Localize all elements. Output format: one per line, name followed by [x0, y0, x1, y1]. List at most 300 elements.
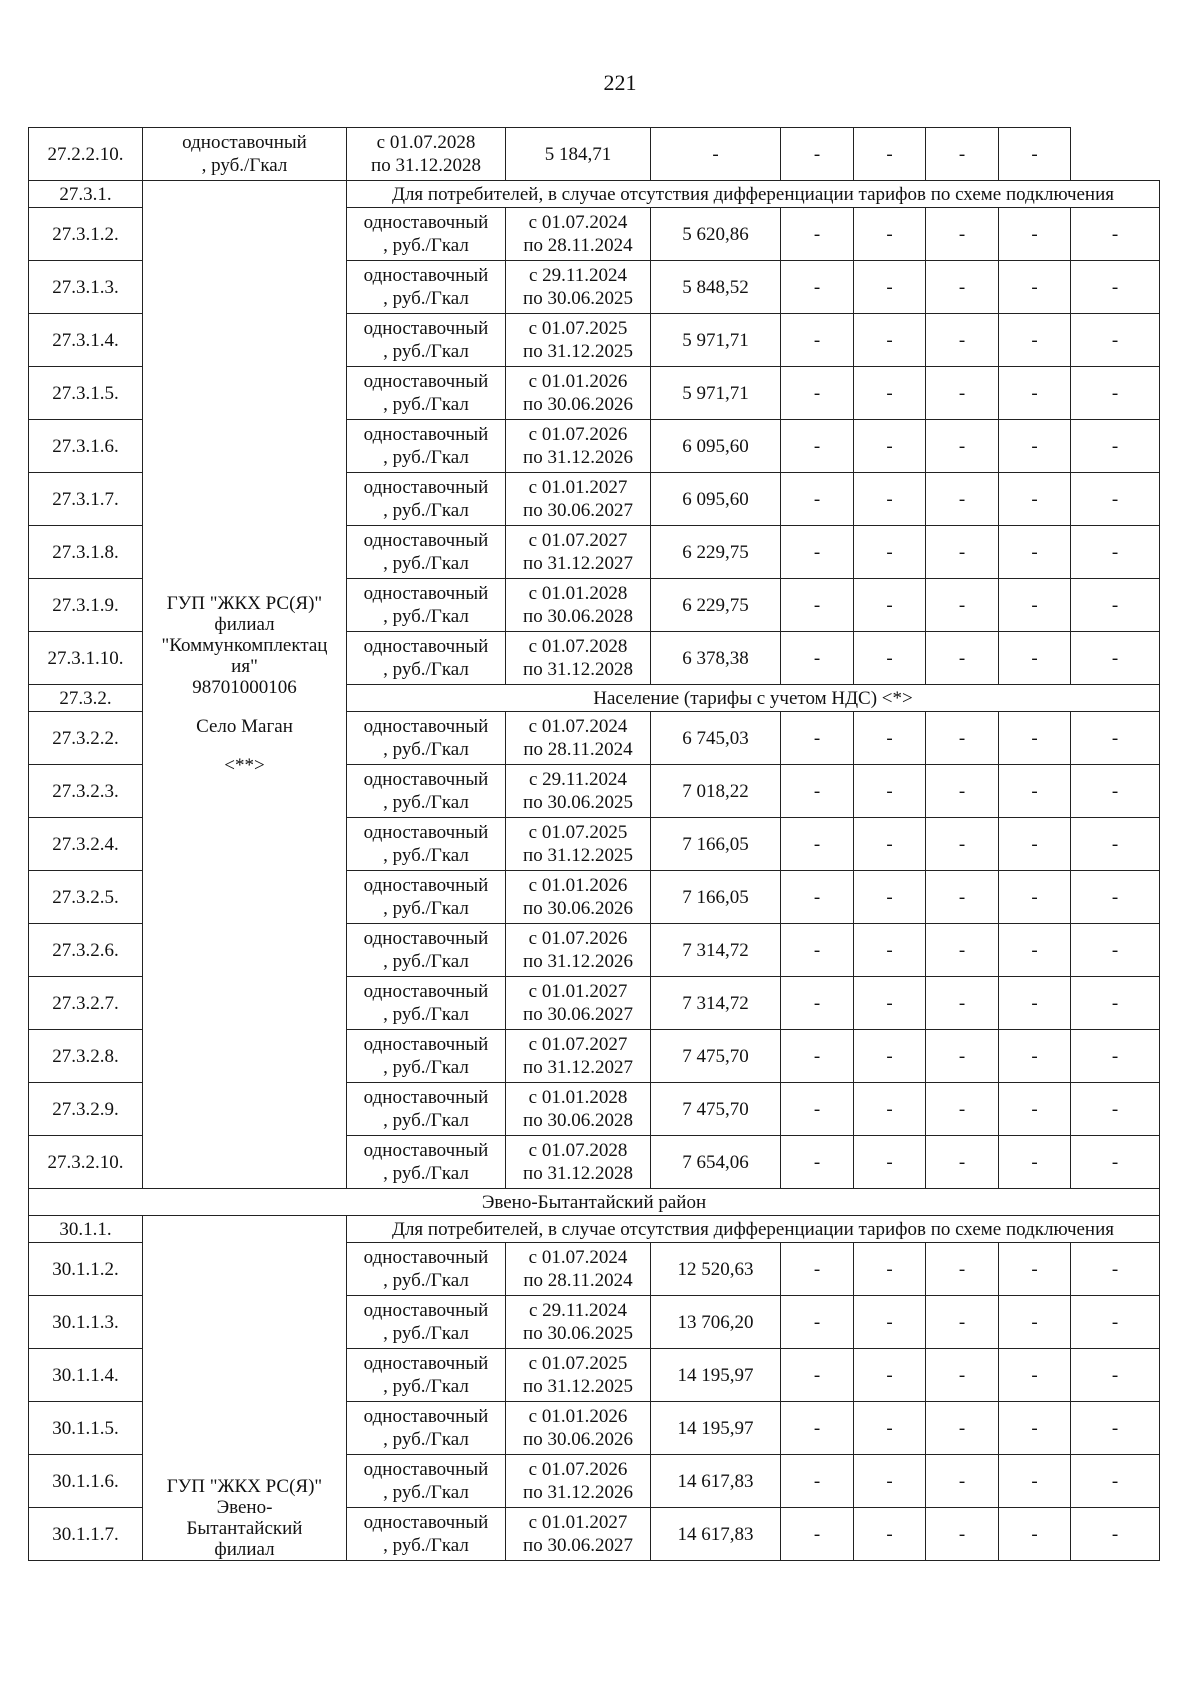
- row-code: 27.3.1.9.: [29, 579, 143, 632]
- row-code: 27.3.1.5.: [29, 367, 143, 420]
- tariff-period: [506, 526, 651, 579]
- empty-value-cell: -: [999, 871, 1071, 924]
- tariff-period-line: по 31.12.2027: [523, 553, 633, 574]
- empty-value-cell: -: [999, 420, 1071, 473]
- tariff-value: 6 095,60: [651, 473, 781, 526]
- tariff-value: 5 971,71: [651, 367, 781, 420]
- tariff-kind-line: , руб./Гкал: [383, 341, 469, 362]
- tariff-kind-line: , руб./Гкал: [383, 1110, 469, 1131]
- empty-value-cell: -: [1071, 1508, 1160, 1561]
- organization-line: филиал: [214, 1539, 275, 1560]
- tariff-period-line: по 31.12.2028: [523, 659, 633, 680]
- tariff-value: 7 166,05: [651, 871, 781, 924]
- tariff-kind: [347, 1296, 506, 1349]
- organization-cell: [143, 181, 347, 1189]
- empty-value-cell: -: [926, 128, 999, 181]
- tariff-value: 7 654,06: [651, 1136, 781, 1189]
- tariff-value: 12 520,63: [651, 1243, 781, 1296]
- tariff-kind: [347, 579, 506, 632]
- tariff-kind-line: , руб./Гкал: [383, 500, 469, 521]
- empty-value-cell: -: [1071, 526, 1160, 579]
- tariff-period-line: по 30.06.2027: [523, 1535, 633, 1556]
- empty-value-cell: -: [999, 1455, 1071, 1508]
- empty-value-cell: -: [854, 1402, 926, 1455]
- empty-value-cell: -: [1071, 632, 1160, 685]
- tariff-table: [28, 127, 1160, 1561]
- tariff-kind: [347, 1083, 506, 1136]
- tariff-period: [506, 1349, 651, 1402]
- tariff-period-line: по 31.12.2028: [371, 155, 481, 176]
- tariff-value: 13 706,20: [651, 1296, 781, 1349]
- tariff-period: [506, 765, 651, 818]
- empty-value-cell: -: [781, 367, 854, 420]
- empty-value-cell: -: [1071, 765, 1160, 818]
- organization-line: Бытантайский: [186, 1518, 303, 1539]
- tariff-period: [506, 818, 651, 871]
- tariff-kind-line: , руб./Гкал: [383, 1323, 469, 1344]
- organization-line: <**>: [224, 755, 265, 776]
- row-code: 27.3.1.10.: [29, 632, 143, 685]
- tariff-kind-line: , руб./Гкал: [383, 394, 469, 415]
- empty-value-cell: -: [999, 765, 1071, 818]
- empty-value-cell: -: [999, 526, 1071, 579]
- subgroup-row: [29, 1216, 1160, 1243]
- tariff-period: [506, 1030, 651, 1083]
- tariff-kind-line: , руб./Гкал: [383, 739, 469, 760]
- tariff-period: [506, 473, 651, 526]
- empty-value-cell: -: [999, 632, 1071, 685]
- tariff-kind-line: одноставочный: [363, 1406, 489, 1427]
- row-code: 27.3.2.2.: [29, 712, 143, 765]
- tariff-period-line: с 01.07.2027: [528, 530, 628, 551]
- tariff-kind-line: одноставочный: [363, 1300, 489, 1321]
- organization-line: ия": [231, 656, 258, 677]
- organization-line: филиал: [214, 614, 275, 635]
- tariff-period-line: по 30.06.2025: [523, 792, 633, 813]
- tariff-kind-line: одноставочный: [363, 1087, 489, 1108]
- tariff-period-line: по 31.12.2026: [523, 447, 633, 468]
- tariff-kind: [347, 871, 506, 924]
- empty-value-cell: -: [999, 1296, 1071, 1349]
- tariff-value: 5 848,52: [651, 261, 781, 314]
- tariff-kind: [347, 924, 506, 977]
- row-code: 27.3.2.6.: [29, 924, 143, 977]
- tariff-period: [506, 1402, 651, 1455]
- empty-value-cell: -: [999, 1402, 1071, 1455]
- empty-value-cell: -: [926, 1243, 999, 1296]
- tariff-kind-line: одноставочный: [363, 1247, 489, 1268]
- tariff-kind: [143, 128, 347, 181]
- empty-value-cell: -: [926, 473, 999, 526]
- tariff-period-line: с 01.01.2027: [528, 477, 628, 498]
- organization-line: ГУП "ЖКХ РС(Я)": [166, 593, 323, 614]
- empty-value-cell: -: [1071, 1243, 1160, 1296]
- tariff-kind-line: одноставочный: [363, 424, 489, 445]
- row-code: 30.1.1.2.: [29, 1243, 143, 1296]
- tariff-period-line: по 31.12.2025: [523, 341, 633, 362]
- tariff-period: [506, 977, 651, 1030]
- organization-line: Село Маган: [196, 716, 293, 737]
- row-code: 27.3.2.8.: [29, 1030, 143, 1083]
- empty-value-cell: -: [854, 1296, 926, 1349]
- empty-value-cell: -: [1071, 924, 1160, 977]
- empty-value-cell: -: [781, 314, 854, 367]
- row-code: 27.3.2.7.: [29, 977, 143, 1030]
- empty-value-cell: -: [926, 765, 999, 818]
- tariff-period: [506, 1508, 651, 1561]
- empty-value-cell: -: [854, 818, 926, 871]
- tariff-period: [506, 1243, 651, 1296]
- tariff-period-line: по 31.12.2025: [523, 1376, 633, 1397]
- empty-value-cell: -: [926, 1349, 999, 1402]
- empty-value-cell: -: [854, 1455, 926, 1508]
- empty-value-cell: -: [1071, 1083, 1160, 1136]
- tariff-period-line: с 01.07.2028: [528, 636, 628, 657]
- tariff-value: 14 195,97: [651, 1349, 781, 1402]
- tariff-kind-line: , руб./Гкал: [383, 1057, 469, 1078]
- empty-value-cell: -: [926, 526, 999, 579]
- tariff-period-line: с 01.01.2027: [528, 1512, 628, 1533]
- tariff-period-line: с 01.07.2024: [528, 1247, 628, 1268]
- empty-value-cell: -: [926, 420, 999, 473]
- empty-value-cell: -: [999, 208, 1071, 261]
- tariff-kind-line: , руб./Гкал: [383, 1429, 469, 1450]
- empty-value-cell: -: [999, 314, 1071, 367]
- tariff-period-line: с 01.07.2024: [528, 212, 628, 233]
- empty-value-cell: -: [781, 977, 854, 1030]
- tariff-kind: [347, 1349, 506, 1402]
- tariff-value: 6 745,03: [651, 712, 781, 765]
- empty-value-cell: -: [854, 1243, 926, 1296]
- empty-value-cell: -: [926, 579, 999, 632]
- tariff-period-line: с 01.07.2027: [528, 1034, 628, 1055]
- empty-value-cell: -: [781, 1296, 854, 1349]
- empty-value-cell: -: [999, 924, 1071, 977]
- empty-value-cell: -: [781, 1136, 854, 1189]
- tariff-kind-line: , руб./Гкал: [383, 1163, 469, 1184]
- organization-line: ГУП "ЖКХ РС(Я)": [166, 1476, 323, 1497]
- tariff-kind: [347, 1402, 506, 1455]
- tariff-value: 6 378,38: [651, 632, 781, 685]
- tariff-kind: [347, 208, 506, 261]
- organization-cell: [143, 1216, 347, 1561]
- tariff-kind-line: одноставочный: [363, 371, 489, 392]
- empty-value-cell: -: [1071, 712, 1160, 765]
- empty-value-cell: -: [1071, 420, 1160, 473]
- row-code: 27.3.1.: [29, 181, 143, 208]
- empty-value-cell: -: [1071, 473, 1160, 526]
- tariff-period-line: по 30.06.2026: [523, 1429, 633, 1450]
- tariff-period: [347, 128, 506, 181]
- row-code: 27.3.1.8.: [29, 526, 143, 579]
- empty-value-cell: -: [781, 871, 854, 924]
- empty-value-cell: -: [1071, 1455, 1160, 1508]
- empty-value-cell: -: [781, 1455, 854, 1508]
- tariff-period-line: по 28.11.2024: [523, 1270, 633, 1291]
- empty-value-cell: -: [1071, 367, 1160, 420]
- tariff-period-line: с 01.07.2024: [528, 716, 628, 737]
- empty-value-cell: -: [854, 1136, 926, 1189]
- tariff-period-line: по 31.12.2028: [523, 1163, 633, 1184]
- tariff-kind-line: одноставочный: [363, 1034, 489, 1055]
- row-code: 27.3.1.3.: [29, 261, 143, 314]
- tariff-value: 14 195,97: [651, 1402, 781, 1455]
- tariff-kind-line: одноставочный: [363, 928, 489, 949]
- empty-value-cell: -: [854, 526, 926, 579]
- subgroup-row: [29, 181, 1160, 208]
- tariff-period-line: по 30.06.2026: [523, 394, 633, 415]
- empty-value-cell: -: [1071, 818, 1160, 871]
- empty-value-cell: -: [781, 712, 854, 765]
- empty-value-cell: -: [854, 208, 926, 261]
- tariff-value: 5 184,71: [506, 128, 651, 181]
- tariff-period-line: с 29.11.2024: [529, 769, 627, 790]
- tariff-kind: [347, 420, 506, 473]
- empty-value-cell: -: [1071, 1349, 1160, 1402]
- tariff-period-line: с 01.07.2025: [528, 318, 628, 339]
- tariff-period-line: с 01.01.2028: [528, 1087, 628, 1108]
- tariff-period-line: с 01.07.2026: [528, 928, 628, 949]
- empty-value-cell: -: [781, 128, 854, 181]
- tariff-value: 7 166,05: [651, 818, 781, 871]
- empty-value-cell: -: [854, 1508, 926, 1561]
- empty-value-cell: -: [854, 367, 926, 420]
- tariff-kind-line: , руб./Гкал: [383, 845, 469, 866]
- section-row: [29, 1189, 1160, 1216]
- tariff-kind-line: , руб./Гкал: [383, 659, 469, 680]
- tariff-period-line: с 29.11.2024: [529, 1300, 627, 1321]
- row-code: 27.3.2.5.: [29, 871, 143, 924]
- row-code: 30.1.1.: [29, 1216, 143, 1243]
- tariff-period: [506, 314, 651, 367]
- tariff-kind-line: , руб./Гкал: [383, 1004, 469, 1025]
- tariff-period-line: с 01.07.2028: [528, 1140, 628, 1161]
- tariff-kind-line: одноставочный: [363, 1353, 489, 1374]
- empty-value-cell: -: [781, 765, 854, 818]
- empty-value-cell: -: [854, 128, 926, 181]
- subgroup-title: Для потребителей, в случае отсутствия дифференциации тарифов по схеме подключения: [347, 181, 1160, 208]
- row-code: 27.3.2.: [29, 685, 143, 712]
- tariff-kind-line: одноставочный: [363, 716, 489, 737]
- tariff-kind-line: одноставочный: [363, 1140, 489, 1161]
- tariff-period-line: по 30.06.2026: [523, 898, 633, 919]
- empty-value-cell: -: [781, 1083, 854, 1136]
- empty-value-cell: -: [999, 367, 1071, 420]
- tariff-kind-line: одноставочный: [363, 769, 489, 790]
- tariff-kind: [347, 818, 506, 871]
- tariff-kind-line: одноставочный: [363, 318, 489, 339]
- empty-value-cell: -: [1071, 977, 1160, 1030]
- organization-line: [143, 698, 346, 716]
- tariff-period-line: по 31.12.2025: [523, 845, 633, 866]
- empty-value-cell: -: [926, 1296, 999, 1349]
- empty-value-cell: -: [651, 128, 781, 181]
- empty-value-cell: -: [854, 765, 926, 818]
- tariff-kind-line: , руб./Гкал: [383, 606, 469, 627]
- organization-line: "Коммункомплектац: [161, 635, 328, 656]
- tariff-period: [506, 712, 651, 765]
- empty-value-cell: -: [999, 579, 1071, 632]
- row-code: 27.3.1.4.: [29, 314, 143, 367]
- empty-value-cell: -: [999, 977, 1071, 1030]
- tariff-kind-line: одноставочный: [363, 530, 489, 551]
- tariff-period: [506, 632, 651, 685]
- tariff-kind: [347, 632, 506, 685]
- subgroup-title: Для потребителей, в случае отсутствия дифференциации тарифов по схеме подключения: [347, 1216, 1160, 1243]
- tariff-period: [506, 367, 651, 420]
- tariff-kind-line: , руб./Гкал: [383, 1535, 469, 1556]
- page-number: 221: [603, 70, 637, 95]
- row-code: 27.3.1.2.: [29, 208, 143, 261]
- organization-line: 98701000106: [192, 677, 297, 698]
- tariff-period-line: по 30.06.2027: [523, 500, 633, 521]
- tariff-period: [506, 208, 651, 261]
- empty-value-cell: -: [926, 712, 999, 765]
- row-code: 27.3.2.3.: [29, 765, 143, 818]
- empty-value-cell: -: [781, 208, 854, 261]
- row-code: 30.1.1.3.: [29, 1296, 143, 1349]
- tariff-period: [506, 579, 651, 632]
- empty-value-cell: -: [854, 924, 926, 977]
- tariff-period: [506, 261, 651, 314]
- empty-value-cell: -: [926, 871, 999, 924]
- tariff-value: 7 475,70: [651, 1083, 781, 1136]
- tariff-period-line: по 30.06.2028: [523, 1110, 633, 1131]
- tariff-value: 6 095,60: [651, 420, 781, 473]
- tariff-value: 7 475,70: [651, 1030, 781, 1083]
- row-code: 30.1.1.5.: [29, 1402, 143, 1455]
- row-code: 27.3.2.9.: [29, 1083, 143, 1136]
- empty-value-cell: -: [999, 261, 1071, 314]
- row-code: 27.3.2.4.: [29, 818, 143, 871]
- empty-value-cell: -: [781, 420, 854, 473]
- tariff-value: 5 620,86: [651, 208, 781, 261]
- tariff-period-line: по 28.11.2024: [523, 739, 633, 760]
- row-code: 27.3.1.7.: [29, 473, 143, 526]
- tariff-period-line: по 30.06.2027: [523, 1004, 633, 1025]
- empty-value-cell: -: [999, 1243, 1071, 1296]
- row-code: 27.3.1.6.: [29, 420, 143, 473]
- empty-value-cell: -: [854, 977, 926, 1030]
- empty-value-cell: -: [926, 977, 999, 1030]
- tariff-period-line: по 30.06.2025: [523, 1323, 633, 1344]
- section-title: Эвено-Бытантайский район: [29, 1189, 1160, 1216]
- tariff-period: [506, 420, 651, 473]
- organization-line: Эвено-: [216, 1497, 273, 1518]
- subgroup-title: Население (тарифы с учетом НДС) <*>: [347, 685, 1160, 712]
- empty-value-cell: -: [926, 314, 999, 367]
- tariff-value: 7 018,22: [651, 765, 781, 818]
- empty-value-cell: -: [999, 712, 1071, 765]
- empty-value-cell: -: [1071, 1030, 1160, 1083]
- tariff-kind: [347, 977, 506, 1030]
- empty-value-cell: -: [926, 1402, 999, 1455]
- tariff-kind-line: одноставочный: [363, 875, 489, 896]
- tariff-kind: [347, 1455, 506, 1508]
- empty-value-cell: -: [781, 261, 854, 314]
- tariff-kind-line: , руб./Гкал: [383, 235, 469, 256]
- empty-value-cell: -: [999, 128, 1071, 181]
- tariff-kind-line: одноставочный: [363, 212, 489, 233]
- empty-value-cell: -: [854, 632, 926, 685]
- tariff-kind-line: , руб./Гкал: [201, 155, 288, 176]
- empty-value-cell: -: [1071, 208, 1160, 261]
- tariff-period-line: с 01.01.2028: [528, 583, 628, 604]
- tariff-kind-line: , руб./Гкал: [383, 898, 469, 919]
- tariff-kind-line: одноставочный: [363, 265, 489, 286]
- tariff-period-line: по 31.12.2026: [523, 1482, 633, 1503]
- tariff-kind-line: одноставочный: [363, 822, 489, 843]
- tariff-period-line: с 29.11.2024: [529, 265, 627, 286]
- empty-value-cell: -: [781, 818, 854, 871]
- tariff-kind: [347, 526, 506, 579]
- tariff-value: 6 229,75: [651, 579, 781, 632]
- tariff-period-line: с 01.01.2027: [528, 981, 628, 1002]
- tariff-period-line: с 01.01.2026: [528, 1406, 628, 1427]
- empty-value-cell: -: [926, 1136, 999, 1189]
- empty-value-cell: -: [926, 1083, 999, 1136]
- tariff-kind: [347, 1136, 506, 1189]
- tariff-kind: [347, 473, 506, 526]
- empty-value-cell: -: [854, 871, 926, 924]
- empty-value-cell: -: [926, 1455, 999, 1508]
- row-code: 30.1.1.7.: [29, 1508, 143, 1561]
- tariff-value: 5 971,71: [651, 314, 781, 367]
- tariff-period: [506, 1455, 651, 1508]
- row-code: 30.1.1.4.: [29, 1349, 143, 1402]
- row-code: 27.3.2.10.: [29, 1136, 143, 1189]
- organization-line: [143, 737, 346, 755]
- tariff-kind-line: одноставочный: [363, 981, 489, 1002]
- empty-value-cell: -: [854, 579, 926, 632]
- tariff-kind-line: одноставочный: [363, 1512, 489, 1533]
- empty-value-cell: -: [854, 420, 926, 473]
- empty-value-cell: -: [781, 526, 854, 579]
- tariff-value: 7 314,72: [651, 977, 781, 1030]
- tariff-kind: [347, 765, 506, 818]
- empty-value-cell: -: [781, 632, 854, 685]
- tariff-period-line: по 31.12.2027: [523, 1057, 633, 1078]
- empty-value-cell: -: [1071, 1136, 1160, 1189]
- tariff-value: 14 617,83: [651, 1508, 781, 1561]
- tariff-period-line: с 01.07.2026: [528, 424, 628, 445]
- empty-value-cell: -: [926, 1508, 999, 1561]
- empty-value-cell: -: [781, 579, 854, 632]
- empty-value-cell: -: [1071, 314, 1160, 367]
- tariff-period-line: с 01.01.2026: [528, 875, 628, 896]
- tariff-period: [506, 924, 651, 977]
- empty-value-cell: -: [926, 261, 999, 314]
- tariff-period-line: по 31.12.2026: [523, 951, 633, 972]
- empty-value-cell: -: [854, 1030, 926, 1083]
- tariff-value: 6 229,75: [651, 526, 781, 579]
- tariff-kind-line: одноставочный: [182, 132, 307, 153]
- tariff-period-line: по 30.06.2028: [523, 606, 633, 627]
- empty-value-cell: -: [781, 1402, 854, 1455]
- tariff-kind-line: , руб./Гкал: [383, 553, 469, 574]
- empty-value-cell: -: [781, 924, 854, 977]
- empty-value-cell: -: [854, 473, 926, 526]
- empty-value-cell: -: [999, 1083, 1071, 1136]
- empty-value-cell: -: [781, 1349, 854, 1402]
- tariff-period-line: с 01.07.2025: [528, 1353, 628, 1374]
- tariff-kind-line: одноставочный: [363, 1459, 489, 1480]
- tariff-kind-line: , руб./Гкал: [383, 951, 469, 972]
- tariff-value: 7 314,72: [651, 924, 781, 977]
- tariff-kind: [347, 367, 506, 420]
- row-code: 27.2.2.10.: [29, 128, 143, 181]
- tariff-kind: [347, 712, 506, 765]
